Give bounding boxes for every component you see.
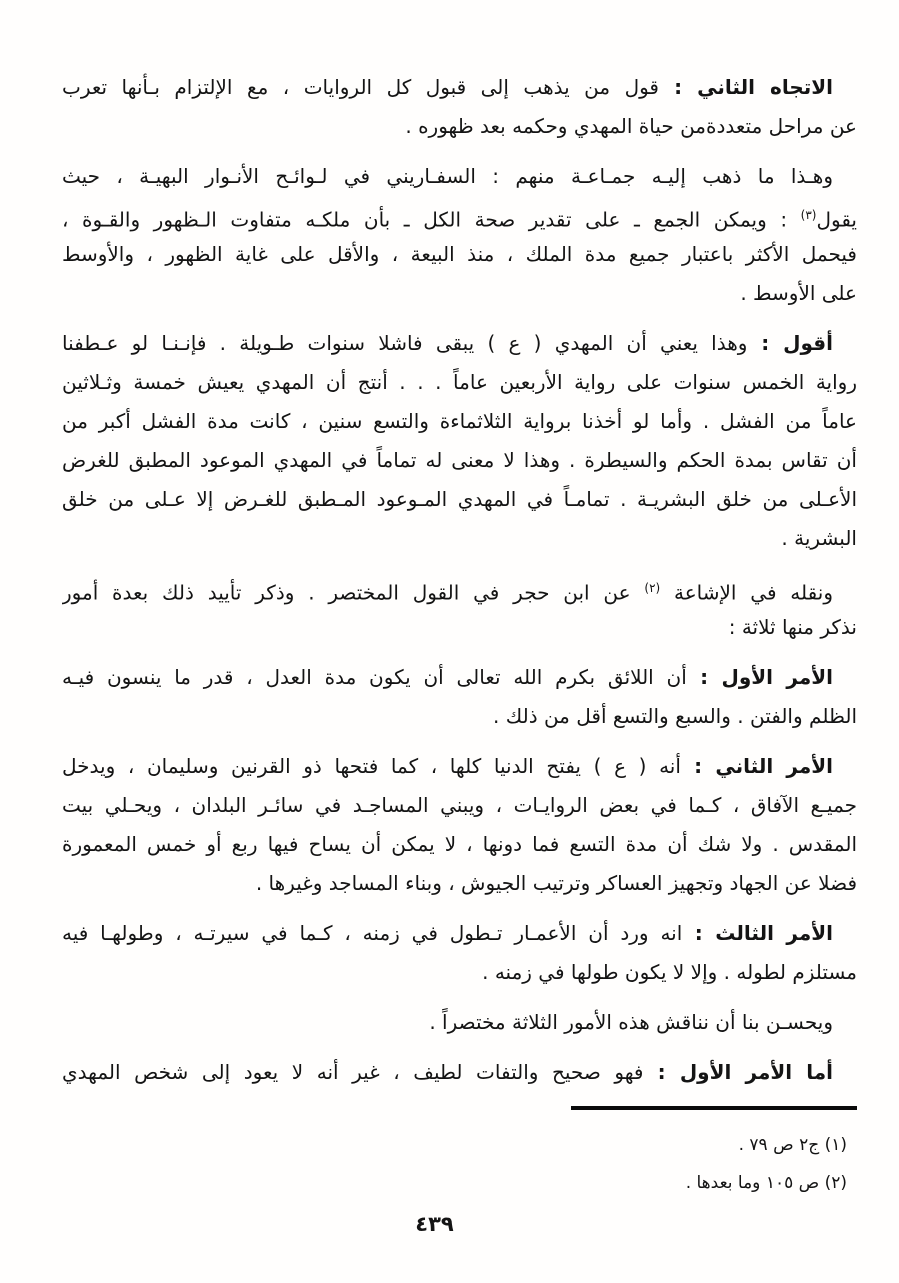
- text-line: [62, 324, 857, 363]
- text-segment: فضلا عن الجهاد وتجهيز العساكر وترتيب الجيوش ، وبناء المساجد وغيرها .: [255, 871, 857, 895]
- text-segment: انه ورد أن الأعمـار تـطول في زمنه ، كـما في سيرتـه ، وطولهـا فيه: [62, 921, 683, 945]
- text-line: [62, 825, 857, 864]
- paragraph: [62, 914, 857, 992]
- text-segment: أن تقاس بمدة الحكم والسيطرة . وهذا لا معنى له تماماً في المهدي الموعود المطبق للغرض: [62, 448, 857, 472]
- text-line: [62, 914, 857, 953]
- text-line: [62, 569, 857, 608]
- text-segment: جميـع الآفاق ، كـما في بعض الروايـات ، ويبني المساجـد في سائـر البلدان ، ويحـلي بيت: [62, 793, 857, 817]
- text-segment: ونقله في الإشاعة: [660, 580, 833, 605]
- text-line: [62, 480, 857, 519]
- paragraph: [62, 68, 857, 146]
- text-segment: ويحسـن بنا أن نناقش هذه الأمور الثلاثة مختصراً .: [429, 1010, 833, 1034]
- lead-in-text: الأمر الأول :: [686, 665, 833, 689]
- text-line: [62, 697, 857, 736]
- text-line: [62, 157, 857, 196]
- paragraph: [62, 747, 857, 903]
- text-segment: قول من يذهب إلى قبول كل الروايات ، مع الإلتزام بـأنها تعرب: [62, 75, 659, 99]
- text-line: [62, 196, 857, 235]
- text-segment: فهو صحيح والتفات لطيف ، غير أنه لا يعود إلى شخص المهدي: [62, 1060, 644, 1084]
- text-segment: رواية الخمس سنوات على رواية الأربعين عاماً . . . أنتج أن المهدي يعيش خمسة وثـلاثين: [62, 370, 857, 394]
- text-line: [62, 747, 857, 786]
- paragraph: [62, 157, 857, 313]
- text-line: [62, 363, 857, 402]
- footnote-marker: (٣): [800, 208, 817, 222]
- text-segment: البشرية .: [781, 526, 857, 550]
- text-segment: : ويمكن الجمع ـ على تقدير صحة الكل ـ بأن ملكـه متفاوت الـظهور والقـوة ،: [62, 207, 801, 232]
- text-line: [62, 864, 857, 903]
- text-segment: المقدس . ولا شك أن مدة التسع فما دونها ، لا يمكن أن يساح فيها ربع أو خمس المعمورة: [62, 832, 857, 856]
- text-line: [62, 608, 857, 647]
- text-line: [62, 402, 857, 441]
- paragraph: [62, 658, 857, 736]
- text-segment: الظلم والفتن . والسبع والتسع أقل من ذلك .: [493, 704, 857, 728]
- text-line: [62, 441, 857, 480]
- text-segment: الأعـلى من خلق البشريـة . تمامـاً في المهدي المـوعود المـطبق للغـرض إلا عـلى من خلق: [62, 487, 857, 511]
- text-segment: عن مراحل متعددةمن حياة المهدي وحكمه بعد ظهوره .: [405, 114, 857, 138]
- text-segment: فيحمل الأكثر باعتبار جميع مدة الملك ، منذ البيعة ، والأقل على غاية الظهور ، والأوسط: [62, 242, 857, 266]
- text-segment: وهذا يعني أن المهدي ( ع ) يبقى فاشلا سنوات طـويلة . فإنـنـا لو عـطفنا: [62, 331, 748, 355]
- footnotes-section: [62, 1106, 857, 1202]
- page-number: ٤٣٩: [415, 1212, 454, 1236]
- lead-in-text: الأمر الثالث :: [682, 921, 833, 945]
- text-line: [62, 1053, 857, 1092]
- footnote-marker: (٢): [644, 581, 661, 595]
- text-segment: على الأوسط .: [740, 281, 857, 305]
- text-segment: أنه ( ع ) يفتح الدنيا كلها ، كما فتحها ذو القرنين وسليمان ، ويدخل: [62, 754, 681, 778]
- lead-in-text: أما الأمر الأول :: [643, 1060, 834, 1084]
- lead-in-text: الأمر الثاني :: [680, 754, 833, 778]
- text-line: [62, 953, 857, 992]
- footnote: (١) ج٢ ص ٧٩ .: [738, 1135, 847, 1155]
- text-line: [62, 68, 857, 107]
- paragraph: [62, 1003, 857, 1042]
- text-segment: وهـذا ما ذهب إليـه جمـاعـة منهم : السفـاريني في لـوائـح الأنـوار البهيـة ، حيث: [62, 164, 833, 188]
- text-line: [62, 1003, 857, 1042]
- text-segment: يقول: [816, 207, 857, 232]
- text-segment: أن اللائق بكرم الله تعالى أن يكون مدة العدل ، قدر ما ينسون فيـه: [62, 665, 687, 689]
- text-line: [62, 519, 857, 558]
- paragraph: [62, 324, 857, 558]
- text-line: [62, 107, 857, 146]
- text-segment: مستلزم لطوله . وإلا لا يكون طولها في زمنه .: [482, 960, 857, 984]
- text-line: [62, 274, 857, 313]
- text-segment: عاماً من الفشل . وأما لو أخذنا برواية الثلاثماءة والتسع سنين ، كانت مدة الفشل أكبر من: [62, 409, 857, 433]
- text-segment: عن ابن حجر في القول المختصر . وذكر تأييد ذلك بعدة أمور: [62, 580, 645, 605]
- paragraph: [62, 569, 857, 647]
- text-line: [62, 786, 857, 825]
- paragraph: [62, 1053, 857, 1092]
- text-line: [62, 658, 857, 697]
- footnote: (٢) ص ١٠٥ وما بعدها .: [685, 1173, 847, 1193]
- text-segment: نذكر منها ثلاثة :: [728, 615, 857, 639]
- lead-in-text: أقول :: [747, 331, 833, 355]
- footnote-separator: [571, 1106, 857, 1110]
- lead-in-text: الاتجاه الثاني :: [659, 75, 833, 99]
- text-line: [62, 235, 857, 274]
- body-text: [62, 68, 857, 1103]
